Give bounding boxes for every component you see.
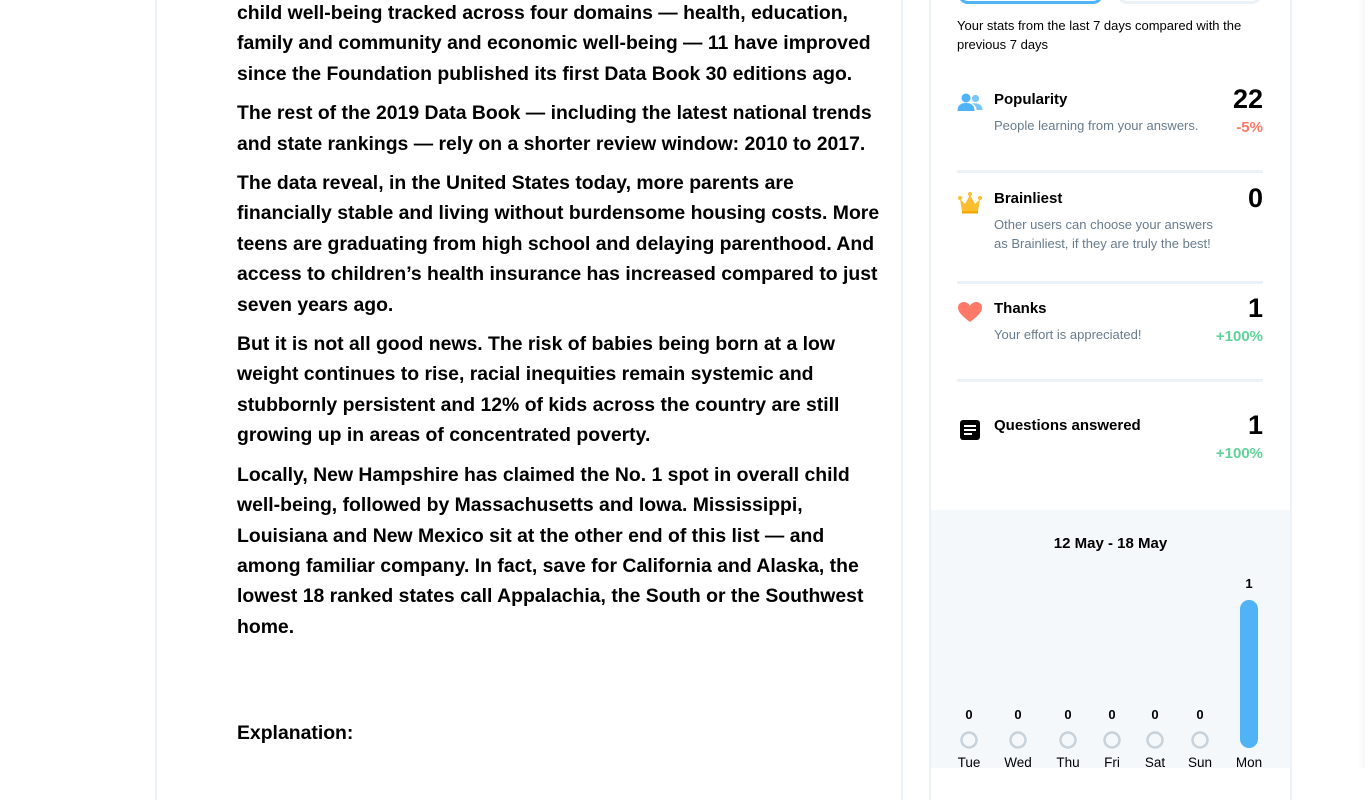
chart-day-sun [1188,707,1212,768]
chart-bar [1240,600,1258,748]
stat-delta: -5% [1236,119,1263,136]
chart-category-label: Mon [1235,755,1263,768]
chart-category-label: Sat [1144,755,1166,768]
stat-description: People learning from your answers. [994,118,1199,133]
chart-value-label: 0 [1196,707,1204,722]
explanation-label: Explanation: [237,722,354,744]
chart-value-label: 0 [965,707,973,722]
chart-day-wed [1004,707,1032,768]
stat-popularity [957,84,1263,160]
answer-paragraph-4: But it is not all good news. The risk of babies being born at a low weight continues to rise, racial inequities remain systemic and stubbornly persistent and 12% of kids across the country are still growing up in areas of concentrated poverty. [237,333,840,447]
stat-questions-answered [957,410,1263,476]
page-edge [1357,0,1365,768]
chart-day-mon [1236,576,1262,768]
stat-delta: +100% [1215,328,1263,345]
chart-day-sat [1145,707,1166,768]
stat-title: Questions answered [994,417,1141,434]
stat-description: Your effort is appreciated! [994,327,1142,342]
stat-title: Popularity [994,91,1068,108]
chart-bar-empty [962,733,977,748]
answer-paragraph-3: The data reveal, in the United States today, more parents are financially stable and living without burdensome housing costs. More teens are graduating from high school and delaying parenthood. And access to children’s health insurance has increased compared to just seven years ago. [237,172,880,316]
chart-value-label: 1 [1245,576,1253,591]
answer-paragraph-2: The rest of the 2019 Data Book — including the latest national trends and state rankings — rely on a shorter review window: 2010 to 2017. [237,102,872,155]
divider [957,379,1263,382]
divider [957,281,1263,284]
stats-tab-active[interactable] [958,0,1103,4]
people-icon [957,92,983,116]
chart-category-label: Wed [1004,755,1032,768]
chart-value-label: 0 [1064,707,1072,722]
stat-title: Brainliest [994,190,1063,207]
chart-day-thu [1056,707,1079,768]
answers-icon [957,419,983,443]
stat-description: Other users can choose your answers as Brainliest, if they are truly the best! [994,217,1213,251]
chart-day-fri [1104,707,1120,768]
stats-tab-inactive[interactable] [1117,0,1262,4]
answer-content [237,0,882,651]
stat-value: 1 [1247,410,1263,440]
chart-title: 12 May - 18 May [1053,535,1168,552]
chart-bar-empty [1061,733,1076,748]
activity-chart [931,560,1290,768]
crown-icon [957,191,983,215]
chart-category-label: Thu [1056,755,1080,768]
stat-brainliest [957,183,1263,269]
chart-category-label: Tue [957,755,981,768]
chart-bar-empty [1011,733,1026,748]
stat-title: Thanks [994,300,1047,317]
chart-value-label: 0 [1108,707,1116,722]
stat-value: 22 [1232,84,1263,114]
chart-value-label: 0 [1014,707,1022,722]
stat-thanks [957,293,1263,369]
chart-category-label: Sun [1187,755,1213,768]
stat-delta: +100% [1215,445,1263,462]
stat-value: 1 [1247,293,1263,323]
answer-paragraph-1: child well-being tracked across four domains — health, education, family and community and economic well-being — 11 have improved since the Foundation published its first Data Book 30 editions ago. [237,2,871,85]
stat-value: 0 [1247,183,1263,213]
chart-bar-empty [1105,733,1120,748]
chart-bar-empty [1193,733,1208,748]
chart-day-tue [958,707,981,768]
chart-value-label: 0 [1151,707,1159,722]
divider [957,170,1263,173]
heart-icon [957,301,983,325]
answer-paragraph-5: Locally, New Hampshire has claimed the No. 1 spot in overall child well-being, followed by Massachusetts and Iowa. Mississippi, Louisiana and New Mexico sit at the other end of this list — and among familiar company. In fact, save for California and Alaska, the lowest 18 ranked states call Appalachia, the South or the Southwest home. [237,463,864,638]
chart-bar-empty [1148,733,1163,748]
chart-category-label: Fri [1104,755,1120,768]
stats-intro: Your stats from the last 7 days compared with the previous 7 days [957,18,1242,52]
